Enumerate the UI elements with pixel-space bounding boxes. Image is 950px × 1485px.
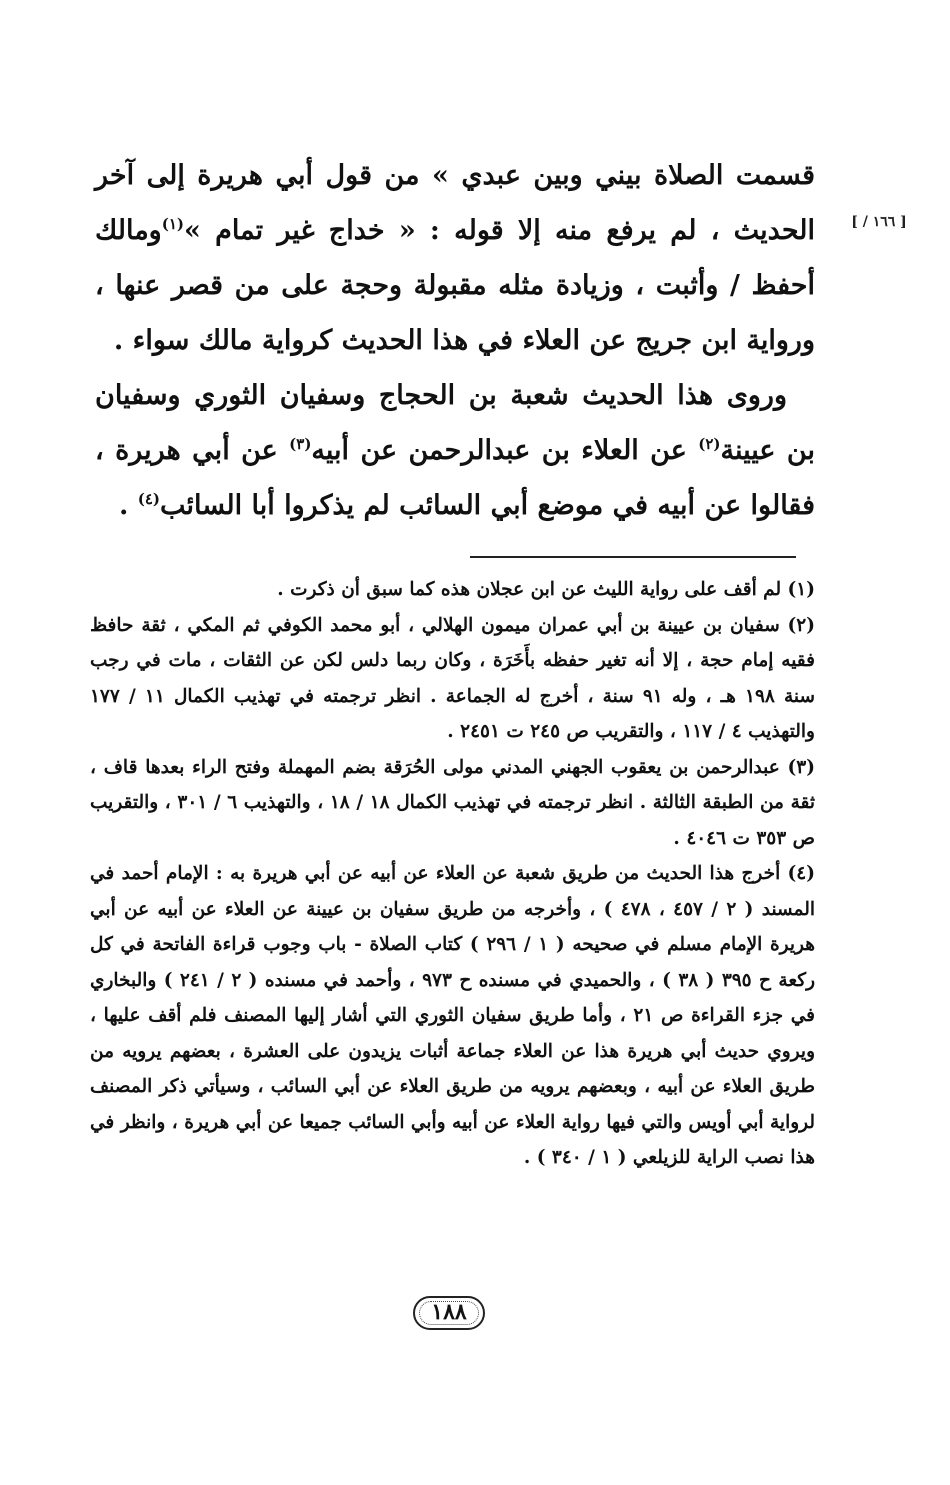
footnote-3: (٣) عبدالرحمن بن يعقوب الجهني المدني مولى الحُرَقة بضم المهملة وفتح الراء بعدها قاف ، ثقة من الطبقة الثالثة . انظر ترجمته في تهذيب الكمال ١٨ / ١٨ ، والتهذيب ٦ / ٣٠١ ، والتقريب ص ٣٥٣ ت ٤٠٤٦ . [90,756,815,849]
page-number-badge [413,1296,485,1330]
page-number: ١٨٨ [431,1299,467,1325]
main-text-span: عن العلاء بن عبدالرحمن عن أبيه [311,435,699,466]
main-text-span: وروى هذا الحديث شعبة بن الحجاج وسفيان الثوري وسفيان بن عيينة [95,380,815,466]
footnote-4: (٤) أخرج هذا الحديث من طريق شعبة عن العلاء عن أبيه عن أبي هريرة به : الإمام أحمد في المسند ( ٢ / ٤٥٧ ، ٤٧٨ ) ، وأخرجه من طريق سفيان بن عيينة عن العلاء عن أبيه عن أبي هريرة الإمام مسلم في صحيحه ( ١ / ٢٩٦ ) كتاب الصلاة - باب وجوب قراءة الفاتحة في كل ركعة ح ٣٩٥ ( ٣٨ ) ، والحميدي في مسنده ح ٩٧٣ ، وأحمد في مسنده ( ٢ / ٢٤١ ) والبخاري في جزء القراءة ص ٢١ ، وأما طريق سفيان الثوري التي أشار إليها المصنف فلم أقف عليها ، ويروي حديث أبي هريرة هذا عن العلاء جماعة أثبات يزيدون على العشرة ، بعضهم يرويه من طريق العلاء عن أبيه ، وبعضهم يرويه من طريق العلاء عن أبي السائب ، وسيأتي ذكر المصنف لرواية أبي أويس والتي فيها رواية العلاء عن أبيه وأبي السائب جميعا عن أبي هريرة ، وانظر في هذا نصب الراية للزيلعي ( ١ / ٣٤٠ ) . [90,863,815,1168]
main-text-span: ومالك أحفظ / وأثبت ، وزيادة مثله مقبولة وحجة على من قصر عنها ، ورواية ابن جريج عن العلاء في هذا الحديث كرواية مالك سواء . [95,215,815,356]
main-text-span: . [118,490,138,521]
footnote-marker[interactable]: (٣) [289,435,312,453]
main-text-body [95,148,815,533]
footnote-marker[interactable]: (٢) [698,435,721,453]
footnote-marker[interactable]: (١) [161,215,184,233]
footnote-divider [470,556,796,558]
main-text-span: قسمت الصلاة بيني وبين عبدي » من قول أبي هريرة إلى آخر الحديث ، لم يرفع منه إلا قوله : « خداج غير تمام » [95,160,815,246]
main-text-span: عن أبي هريرة ، فقالوا عن أبيه في موضع أبي السائب لم يذكروا أبا السائب [95,435,815,521]
main-paragraph [95,148,815,368]
footnote-1: (١) لم أقف على رواية الليث عن ابن عجلان هذه كما سبق أن ذكرت . [277,579,815,600]
main-paragraph [95,368,815,533]
footnote-2: (٢) سفيان بن عيينة بن أبي عمران ميمون الهلالي ، أبو محمد الكوفي ثم المكي ، ثقة حافظ فقيه إمام حجة ، إلا أنه تغير حفظه بأَخَرَة ، وكان ربما دلس لكن عن الثقات ، مات في رجب سنة ١٩٨ هـ ، وله ٩١ سنة ، أخرج له الجماعة . انظر ترجمته في تهذيب الكمال ١١ / ١٧٧ والتهذيب ٤ / ١١٧ ، والتقريب ص ٢٤٥ ت ٢٤٥١ . [90,614,815,742]
footnotes-section [90,572,815,1176]
footnote-marker[interactable]: (٤) [137,490,161,508]
margin-folio-reference: [ ١٦٦ / ] [851,214,907,230]
